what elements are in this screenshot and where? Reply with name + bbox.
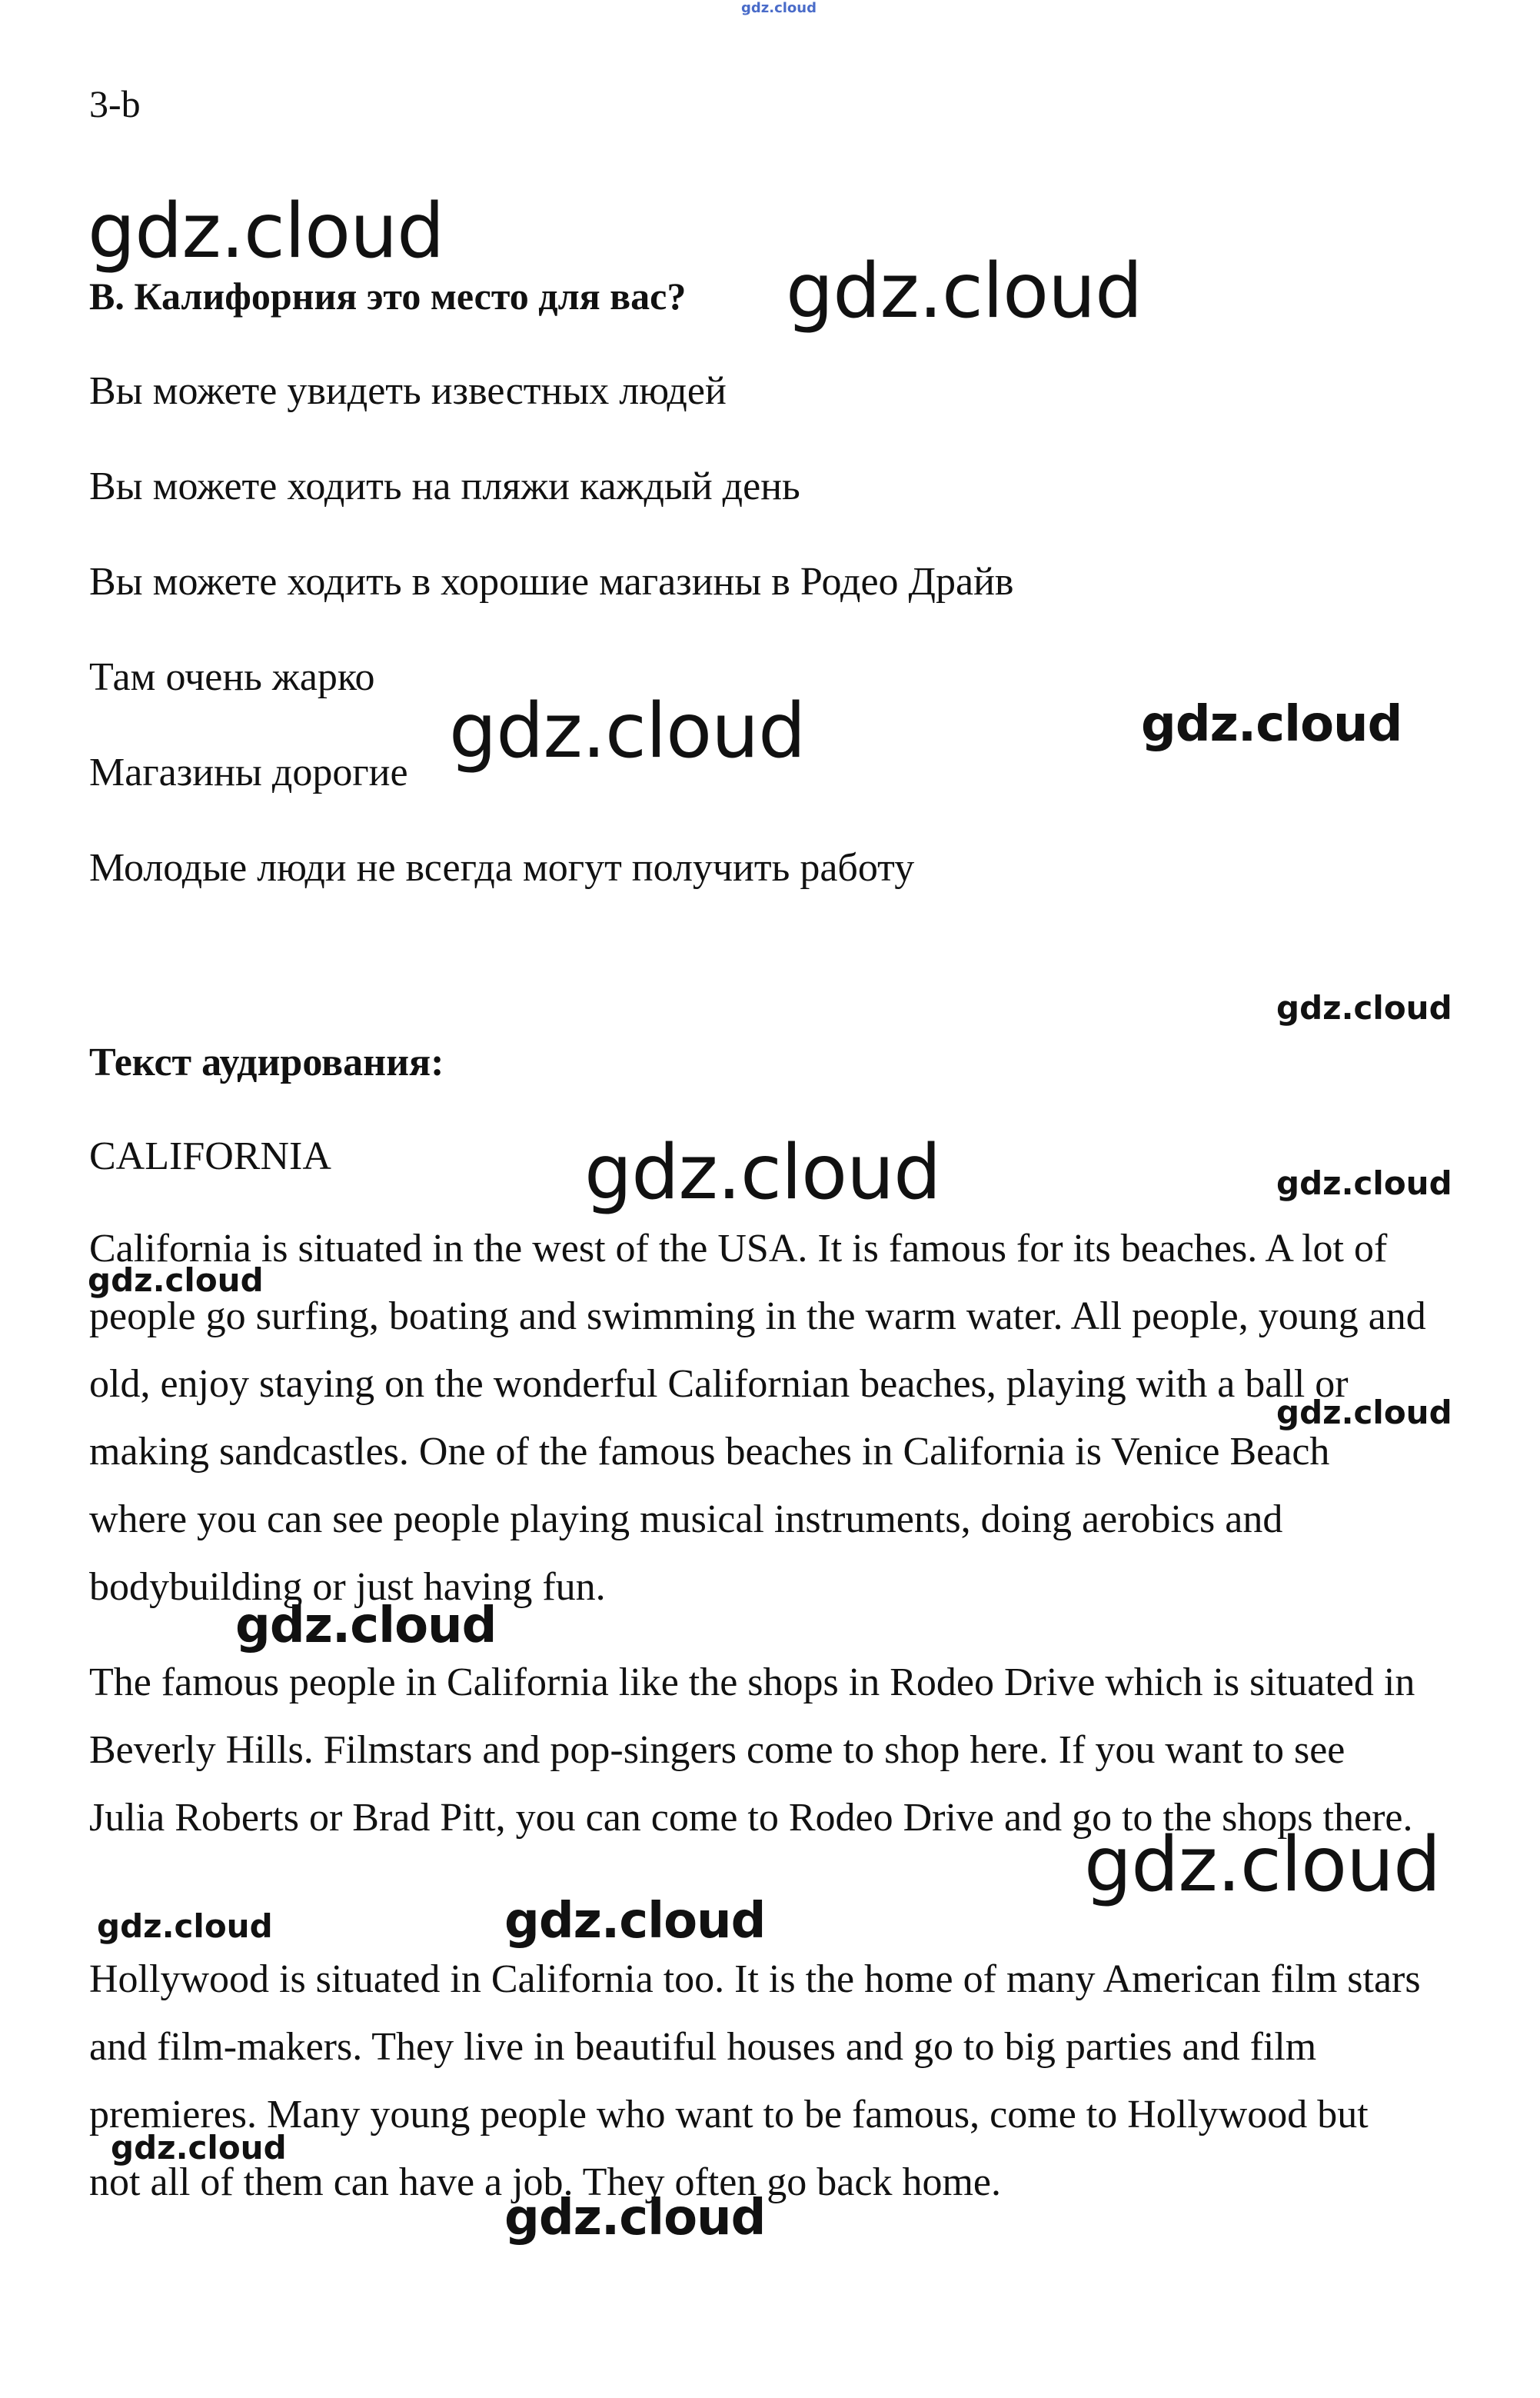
statement-item: Вы можете увидеть известных людей [89,369,727,413]
watermark: gdz.cloud [235,1597,497,1654]
watermark: gdz.cloud [584,1129,941,1217]
statement-item: Молодые люди не всегда могут получить работу [89,846,915,890]
watermark: gdz.cloud [1276,989,1452,1027]
watermark: gdz.cloud [97,1907,273,1945]
statement-list [89,368,1013,940]
paragraph: The famous people in California like the shops in Rodeo Drive which is situated in Beverly Hills. Filmstars and pop-singers come to shop here. If you want to see Julia Roberts or Brad Pitt, you can come to Rodeo Drive and go to the shops there. [89,1660,1415,1840]
text-title: CALIFORNIA [89,1134,331,1178]
watermark: gdz.cloud [88,188,444,275]
paragraph: Hollywood is situated in California too. It is the home of many American film stars and film-makers. They live in beautiful houses and go to big parties and film premieres. Many young people who want to be famous, come to Hollywood but not all of them can have a job. They often go back home. [89,1957,1421,2204]
watermark: gdz.cloud [504,1893,766,1950]
statement-item: Вы можете ходить в хорошие магазины в Родео Драйв [89,560,1014,604]
paragraph: California is situated in the west of the USA. It is famous for its beaches. A lot of people go surfing, boating and swimming in the warm water. All people, young and old, enjoy staying on the wonderful Californian beaches, playing with a ball or making sandcastles. One of the famous beaches in California is Venice Beach where you can see people playing musical instruments, doing aerobics and bodybuilding or just having fun. [89,1227,1426,1609]
watermark: gdz.cloud [88,1261,264,1299]
watermark: gdz.cloud [449,688,806,775]
watermark: gdz.cloud [1084,1821,1441,1909]
watermark: gdz.cloud [741,0,817,16]
statement-item: Там очень жарко [89,655,375,699]
watermark: gdz.cloud [1276,1394,1452,1431]
statement-item: Вы можете ходить на пляжи каждый день [89,465,800,508]
watermark: gdz.cloud [1276,1164,1452,1202]
watermark: gdz.cloud [111,2129,287,2167]
section-title: B. Калифорния это место для вас? [89,275,687,318]
statement-item: Магазины дорогие [89,751,408,794]
watermark: gdz.cloud [1141,696,1402,753]
watermark: gdz.cloud [786,248,1143,335]
watermark: gdz.cloud [504,2190,766,2246]
listening-heading: Текст аудирования: [89,1041,444,1084]
page-number: 3-b [89,82,141,125]
